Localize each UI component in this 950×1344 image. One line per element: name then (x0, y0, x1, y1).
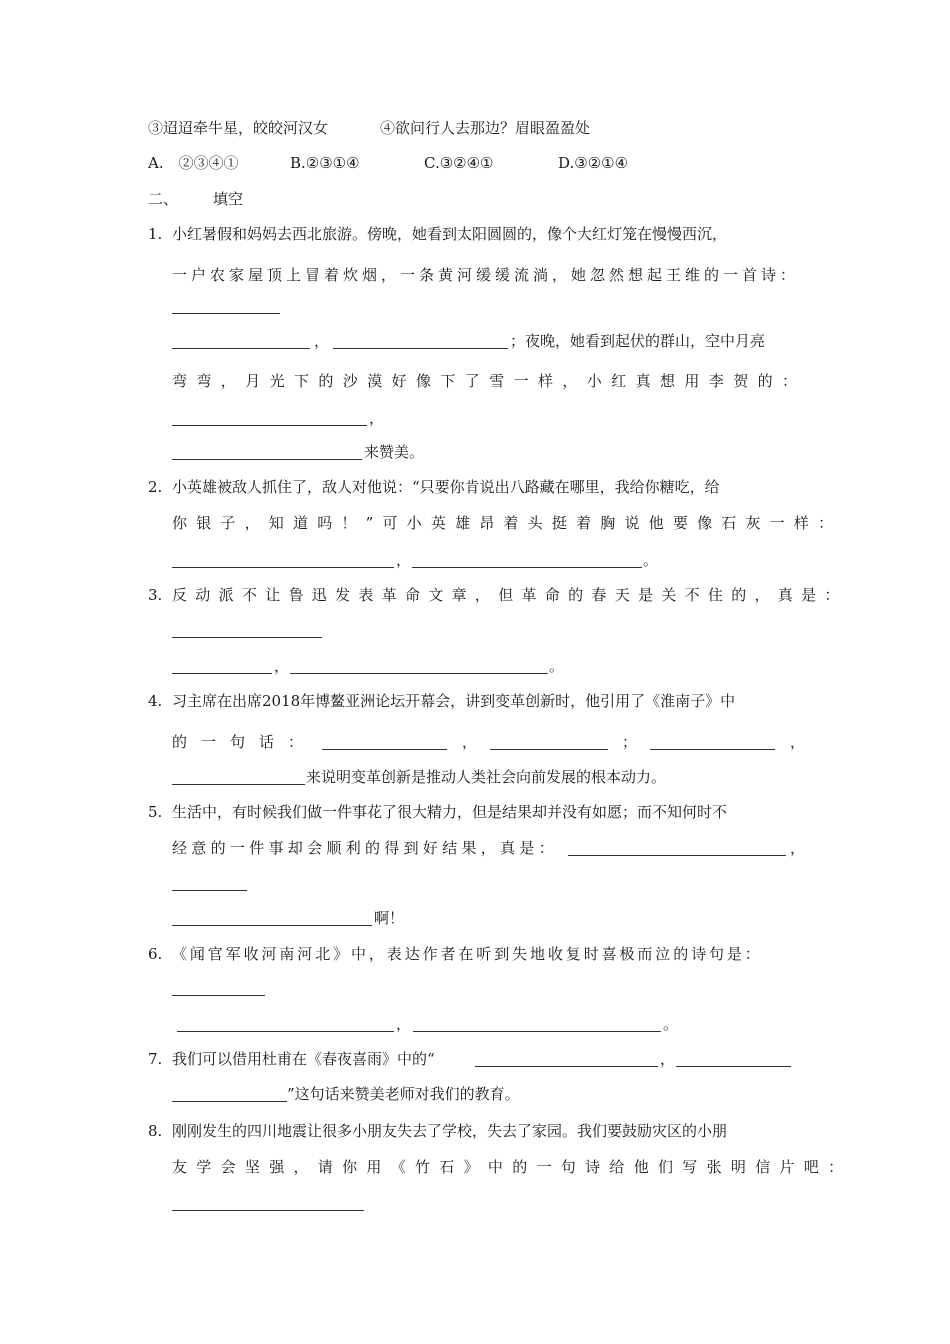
q2-blank-1[interactable] (172, 567, 394, 568)
q3-end: 。 (549, 657, 565, 675)
q2-number: 2. (148, 478, 163, 496)
section-number: 二、 (148, 190, 179, 208)
poem-option-4: ④欲问行人去那边？眉眼盈盈处 (380, 119, 591, 137)
q4-line1: 习主席在出席2018年博鳌亚洲论坛开幕会，讲到变革创新时，他引用了《淮南子》中 (172, 692, 736, 710)
q7-blank-1[interactable] (475, 1066, 658, 1067)
q4-line2-start: 的一句话： (172, 733, 318, 751)
choice-b: B.②③①④ (290, 154, 360, 172)
q4-blank-2[interactable] (490, 749, 608, 750)
q4-line3-end: 来说明变革创新是推动人类社会向前发展的根本动力。 (306, 768, 667, 786)
q3-blank-1[interactable] (172, 637, 322, 638)
q6-end: 。 (663, 1015, 679, 1033)
q7-blank-2[interactable] (676, 1066, 791, 1067)
q6-line1: 《闻官军收河南河北》中，表达作者在听到失地收复时喜极而泣的诗句是： (172, 945, 763, 963)
q4-comma: ， (462, 733, 478, 751)
q1-comma: ， (314, 332, 330, 350)
q6-number: 6. (148, 945, 163, 963)
q1-line3-rest: ；夜晚，她看到起伏的群山，空中月亮 (510, 332, 766, 350)
q6-comma: ， (396, 1015, 412, 1033)
q1-number: 1. (148, 225, 163, 243)
section-title: 填空 (213, 190, 244, 208)
q4-blank-4[interactable] (172, 784, 305, 785)
q1-line1: 小红暑假和妈妈去西北旅游。傍晚，她看到太阳圆圆的，像个大红灯笼在慢慢西沉， (172, 225, 728, 243)
q1-line6-end: 来赞美。 (364, 443, 425, 461)
q3-comma: ， (274, 657, 290, 675)
q6-blank-1[interactable] (172, 995, 265, 996)
q8-line2: 友学会坚强，请你用《竹石》中的一句诗给他们写张明信片吧： (172, 1158, 853, 1176)
q5-blank-2[interactable] (172, 890, 247, 891)
q8-line1: 刚刚发生的四川地震让很多小朋友失去了学校，失去了家园。我们要鼓励灾区的小朋 (172, 1122, 728, 1140)
q3-line1: 反动派不让鲁迅发表革命文章，但革命的春天是关不住的，真是： (172, 586, 848, 604)
q7-line1-start: 我们可以借用杜甫在《春夜喜雨》中的“ (172, 1050, 435, 1068)
q6-blank-3[interactable] (413, 1031, 661, 1032)
q3-number: 3. (148, 586, 163, 604)
q2-blank-2[interactable] (412, 567, 642, 568)
q5-end: 啊！ (374, 909, 405, 927)
poem-option-3: ③迢迢牵牛星，皎皎河汉女 (148, 119, 329, 137)
q2-end: 。 (643, 551, 659, 569)
q1-blank-1[interactable] (172, 313, 280, 314)
q6-blank-2[interactable] (177, 1031, 394, 1032)
choice-d: D.③②①④ (558, 154, 629, 172)
q1-blank-3[interactable] (333, 348, 508, 349)
q5-number: 5. (148, 803, 163, 821)
q3-blank-2[interactable] (172, 673, 272, 674)
q5-blank-1[interactable] (568, 855, 786, 856)
q4-blank-1[interactable] (322, 749, 447, 750)
q5-line2: 经意的一件事却会顺利的得到好结果，真是： (172, 839, 559, 857)
q4-number: 4. (148, 692, 163, 710)
q4-blank-3[interactable] (650, 749, 775, 750)
choice-a: A. ②③④① (148, 154, 239, 172)
q5-line1: 生活中，有时候我们做一件事花了很大精力，但是结果却并没有如愿；而不知何时不 (172, 803, 728, 821)
q4-comma-2: ， (790, 733, 806, 751)
q2-line2: 你银子，知道吗！”可小英雄昂着头挺着胸说他要像石灰一样： (172, 514, 843, 532)
q1-blank-5[interactable] (172, 459, 362, 460)
q8-number: 8. (148, 1122, 163, 1140)
q4-semicolon: ； (622, 733, 638, 751)
q7-comma: ， (660, 1050, 676, 1068)
q2-line1: 小英雄被敌人抓住了，敌人对他说：“只要你肯说出八路藏在哪里，我给你糖吃，给 (172, 478, 720, 496)
q2-comma: ， (396, 551, 412, 569)
q1-line2: 一户农家屋顶上冒着炊烟，一条黄河缓缓流淌，她忽然想起王维的一首诗： (172, 266, 800, 284)
q3-blank-3[interactable] (290, 673, 548, 674)
q7-blank-3[interactable] (172, 1101, 287, 1102)
q1-blank-2[interactable] (172, 348, 310, 349)
q5-blank-3[interactable] (172, 925, 372, 926)
q1-line4: 弯弯，月光下的沙漠好像下了雪一样，小红真想用李贺的： (172, 372, 807, 390)
q5-comma: ， (790, 839, 806, 857)
q1-blank-4[interactable] (172, 425, 367, 426)
choice-c: C.③②④① (424, 154, 494, 172)
q7-number: 7. (148, 1050, 163, 1068)
q7-line2-end: ”这句话来赞美老师对我们的教育。 (287, 1085, 520, 1103)
q1-comma-2: ， (369, 409, 385, 427)
q8-blank-1[interactable] (172, 1210, 364, 1211)
